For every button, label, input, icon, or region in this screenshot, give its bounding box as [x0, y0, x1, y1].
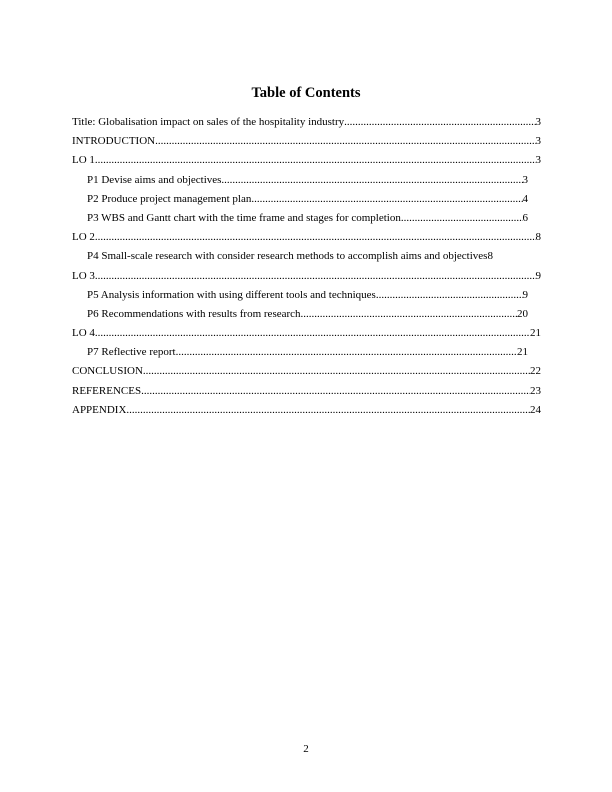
toc-entry-page: 3 [535, 116, 541, 128]
toc-entry-lo1[interactable] [72, 151, 541, 170]
toc-entry-p1[interactable] [72, 171, 528, 190]
toc-entry-label: P1 Devise aims and objectives [87, 173, 222, 186]
toc-entry-p2[interactable] [72, 190, 528, 209]
toc-entry-page: 24 [530, 403, 541, 416]
toc-entry-lo2[interactable] [72, 228, 541, 247]
toc-entry-page: 3 [522, 173, 528, 186]
dot-leader [301, 305, 517, 324]
dot-leader [401, 209, 523, 228]
toc-entry-label: CONCLUSION [72, 365, 143, 378]
dot-leader [126, 401, 530, 420]
dot-leader [155, 132, 535, 151]
toc-entry-label: APPENDIX [72, 403, 127, 416]
toc-entry-page: 4 [522, 192, 528, 205]
toc-entry-page: 9 [535, 269, 541, 282]
toc-entry-title[interactable] [72, 113, 541, 132]
dot-leader [143, 362, 530, 381]
toc-entry-conclusion[interactable] [72, 362, 541, 381]
dot-leader [251, 190, 522, 209]
toc-entry-p6[interactable] [72, 305, 528, 324]
toc-entry-p7[interactable] [72, 343, 528, 362]
toc-entry-introduction[interactable] [72, 132, 541, 151]
toc-entry-label: P7 Reflective report [87, 346, 176, 359]
toc-entry-p5[interactable] [72, 286, 528, 305]
toc-entry-label: P3 WBS and Gantt chart with the time frame and stages for completion [87, 211, 401, 224]
dot-leader [344, 113, 535, 132]
toc-entry-appendix[interactable] [72, 401, 541, 420]
toc-entry-label: INTRODUCTION [72, 135, 156, 148]
page-number: 2 [303, 743, 309, 755]
toc-entry-page: 3 [535, 154, 541, 167]
toc-entry-label: P4 Small-scale research with consider research methods to accomplish aims and objectives [87, 250, 488, 263]
toc-entry-references[interactable] [72, 382, 541, 401]
toc-entry-page: 22 [530, 365, 541, 378]
toc-entry-page: 21 [530, 327, 541, 340]
toc-entry-page: 20 [517, 307, 528, 320]
dot-leader [95, 324, 530, 343]
toc-entry-label: Title: Globalisation impact on sales of the hospitality industry [72, 116, 345, 128]
toc-entry-p3[interactable] [72, 209, 528, 228]
toc-entry-page: 23 [530, 384, 541, 397]
toc-entry-label: LO 1 [72, 154, 95, 167]
toc-entry-page: 8 [535, 231, 541, 244]
toc-entry-page: 6 [522, 211, 528, 224]
toc-entry-label: REFERENCES [72, 384, 142, 397]
dot-leader [221, 171, 522, 190]
toc-entry-lo3[interactable] [72, 267, 541, 286]
toc-entry-label: LO 3 [72, 269, 95, 282]
toc-entry-lo4[interactable] [72, 324, 541, 343]
dot-leader [95, 228, 536, 247]
toc-entry-label: P2 Produce project management plan [87, 192, 252, 205]
dot-leader [376, 286, 523, 305]
toc-title: Table of Contents [251, 85, 361, 101]
dot-leader [176, 343, 517, 362]
toc-entry-page: 21 [517, 346, 528, 359]
dot-leader [95, 151, 536, 170]
toc-entry-page: 3 [535, 135, 541, 148]
toc-entry-page: 8 [487, 250, 493, 263]
toc-entry-page: 9 [522, 288, 528, 301]
toc-list [72, 113, 541, 420]
toc-entry-label: LO 2 [72, 231, 95, 244]
toc-entry-label: LO 4 [72, 327, 95, 340]
toc-entry-p4[interactable] [72, 247, 556, 266]
toc-entry-label: P5 Analysis information with using different tools and techniques [87, 288, 376, 301]
toc-entry-label: P6 Recommendations with results from research [87, 307, 301, 320]
dot-leader [141, 382, 530, 401]
dot-leader [95, 267, 536, 286]
